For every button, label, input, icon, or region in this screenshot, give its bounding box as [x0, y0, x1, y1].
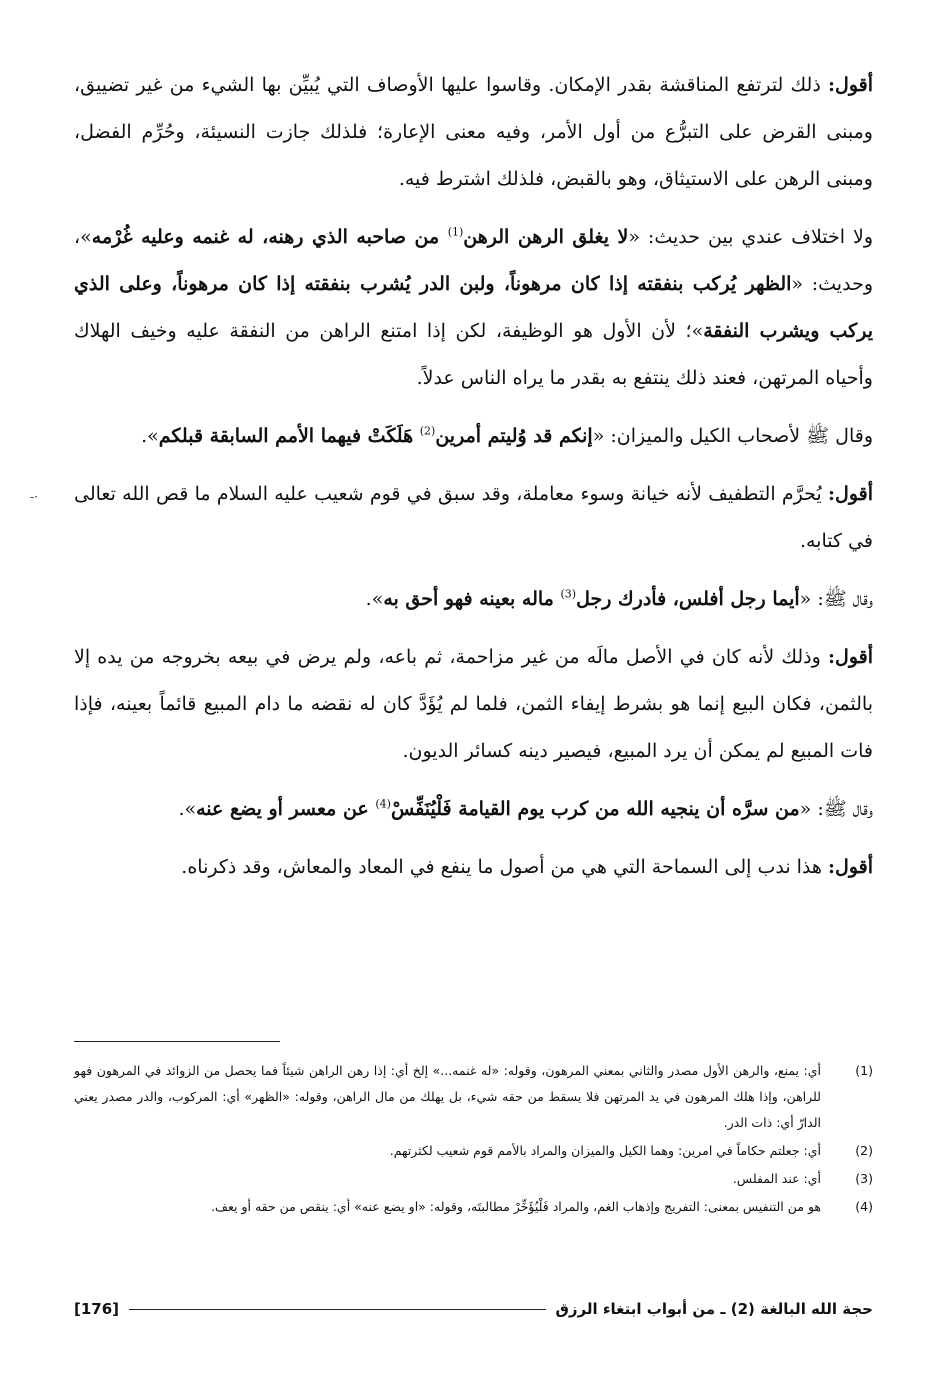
hadith-quote-cont: من صاحبه الذي رهنه، له غنمه وعليه غُرْمه — [91, 226, 448, 248]
aqul-label: أقول: — [828, 646, 873, 668]
paragraph-text: يُحرَّم التطفيف لأنه خيانة وسوء معاملة، وقد سبق في قوم شعيب عليه السلام ما قص الله تعالى في كتابه. — [74, 483, 873, 552]
footnote-text: أي: يمنع، والرهن الأول مصدر والثاني بمعني المرهون، وقوله: «له غنمه...» إلخ أي: إذا رهن الراهن شيئاً فما يحصل من الزوائد في المرهون فهو للراهن، وإذا هلك المرهون في يد المرتهن فلا يسقط من حقه شيء، بل يهلك من مال الراهن، وقوله: «الظهر» أي: المركوب، والدر مصدر يعني الدارّ أي: ذات الدر. — [74, 1063, 821, 1130]
footnote-ref-2: (2) — [419, 424, 436, 438]
footnotes — [74, 1058, 873, 1222]
paragraph-8 — [74, 844, 873, 891]
hadith-quote-cont: عن معسر أو يضع عنه — [196, 798, 376, 820]
footnote-number: (1) — [855, 1063, 873, 1078]
footnote-number: (2) — [855, 1143, 873, 1158]
hadith-quote: إنكم قد وُليتم أمرين — [435, 425, 593, 447]
closing-quote: ». — [365, 588, 384, 610]
hadith-quote: من سرَّه أن ينجيه الله من كرب يوم القيامة فَلْيُنَفِّسْ — [390, 798, 800, 820]
main-text — [74, 62, 873, 891]
hadith-quote: أيما رجل أفلس، فأدرك رجل — [576, 588, 800, 610]
page-number: [176] — [74, 1300, 120, 1318]
footnote-text: أي: عند المفلس. — [732, 1171, 821, 1186]
footnote-ref-3: (3) — [560, 587, 577, 601]
paragraph-text: وذلك لأنه كان في الأصل مالَه من غير مزاحمة، ثم باعه، ولم يرض في بيعه بخروجه من يده إلا بالثمن، فكان البيع إنما هو بشرط إيفاء الثمن، فلما لم يُؤَدَّ كان له نقضه ما دام المبيع قائماً بعينه، فإذا فات المبيع لم يمكن أن يرد المبيع، فيصير دينه كسائر الديون. — [74, 646, 873, 762]
aqul-label: أقول: — [828, 483, 873, 505]
footnote-4 — [74, 1194, 873, 1220]
footer-rule — [129, 1309, 545, 1310]
margin-mark: ·- — [30, 490, 38, 504]
aqul-label: أقول: — [828, 74, 873, 96]
aqul-label: أقول: — [828, 856, 873, 878]
paragraph-2 — [74, 214, 873, 402]
book-title: حجة الله البالغة (2) ـ من أبواب ابتغاء الرزق — [555, 1300, 873, 1318]
intro-text: ولا اختلاف عندي بين حديث: « — [628, 226, 873, 248]
footnote-ref-1: (1) — [447, 225, 464, 239]
hadith-quote: لا يغلق الرهن الرهن — [463, 226, 629, 248]
connector-text: »، وحديث: « — [74, 226, 873, 295]
intro-text: وقال ﷺ لأصحاب الكيل والميزان: « — [592, 425, 873, 447]
footnote-separator — [74, 1041, 280, 1042]
hadith-quote: الظهر يُركب بنفقته إذا كان مرهوناً، ولبن الدر يُشرب بنفقته إذا كان مرهوناً، وعلى الذي يركب ويشرب النفقة — [74, 273, 873, 342]
footnote-text: هو من التنفيس بمعنى: التفريج وإذهاب الغم، والمراد فَلْيُؤَخِّرْ مطالبتَه، وقوله: «او يضع عنه» أي: ينقص من حقه أو يعف. — [211, 1199, 821, 1214]
footnote-number: (4) — [855, 1199, 873, 1214]
footnote-ref-4: (4) — [375, 797, 391, 811]
footnote-2 — [74, 1138, 873, 1164]
paragraph-5 — [74, 576, 873, 623]
closing-quote: ». — [141, 425, 159, 447]
paragraph-text: هذا ندب إلى السماحة التي هي من أصول ما ينفع في المعاد والمعاش، وقد ذكرناه. — [181, 856, 828, 878]
closing-quote: ». — [178, 798, 197, 820]
footnote-3 — [74, 1166, 873, 1192]
paragraph-text: ذلك لترتفع المناقشة بقدر الإمكان. وقاسوا عليها الأوصاف التي يُبيِّن بها الشيء من غير تضييق، ومبنى القرض على التبرُّع من أول الأمر، وفيه معنى الإعارة؛ فلذلك جازت النسيئة، وحُرِّم الفضل، ومبنى الرهن على الاستيثاق، وهو بالقبض، فلذلك اشترط فيه. — [74, 74, 873, 190]
paragraph-6 — [74, 634, 873, 775]
paragraph-text: »؛ لأن الأول هو الوظيفة، لكن إذا امتنع الراهن من النفقة عليه وخيف الهلاك وأحياه المرتهن، فعند ذلك ينتفع به بقدر ما يراه الناس عدلاً. — [74, 320, 873, 389]
footnote-number: (3) — [855, 1171, 873, 1186]
paragraph-7 — [74, 786, 873, 833]
intro-text: وقال ﷺ: « — [799, 588, 873, 610]
paragraph-3 — [74, 413, 873, 460]
hadith-quote-cont: هَلَكَتْ فيهما الأمم السابقة قبلكم — [158, 425, 420, 447]
footnote-1 — [74, 1058, 873, 1136]
running-footer — [74, 1300, 873, 1318]
intro-text: وقال ﷺ: « — [799, 798, 873, 820]
paragraph-4 — [74, 471, 873, 565]
hadith-quote-cont: ماله بعينه فهو أحق به — [383, 588, 561, 610]
footnote-text: أي: جعلتم حكاماً في امرين: وهما الكيل والميزان والمراد بالأمم قوم شعيب لكثرتهم. — [389, 1143, 821, 1158]
paragraph-1 — [74, 62, 873, 203]
